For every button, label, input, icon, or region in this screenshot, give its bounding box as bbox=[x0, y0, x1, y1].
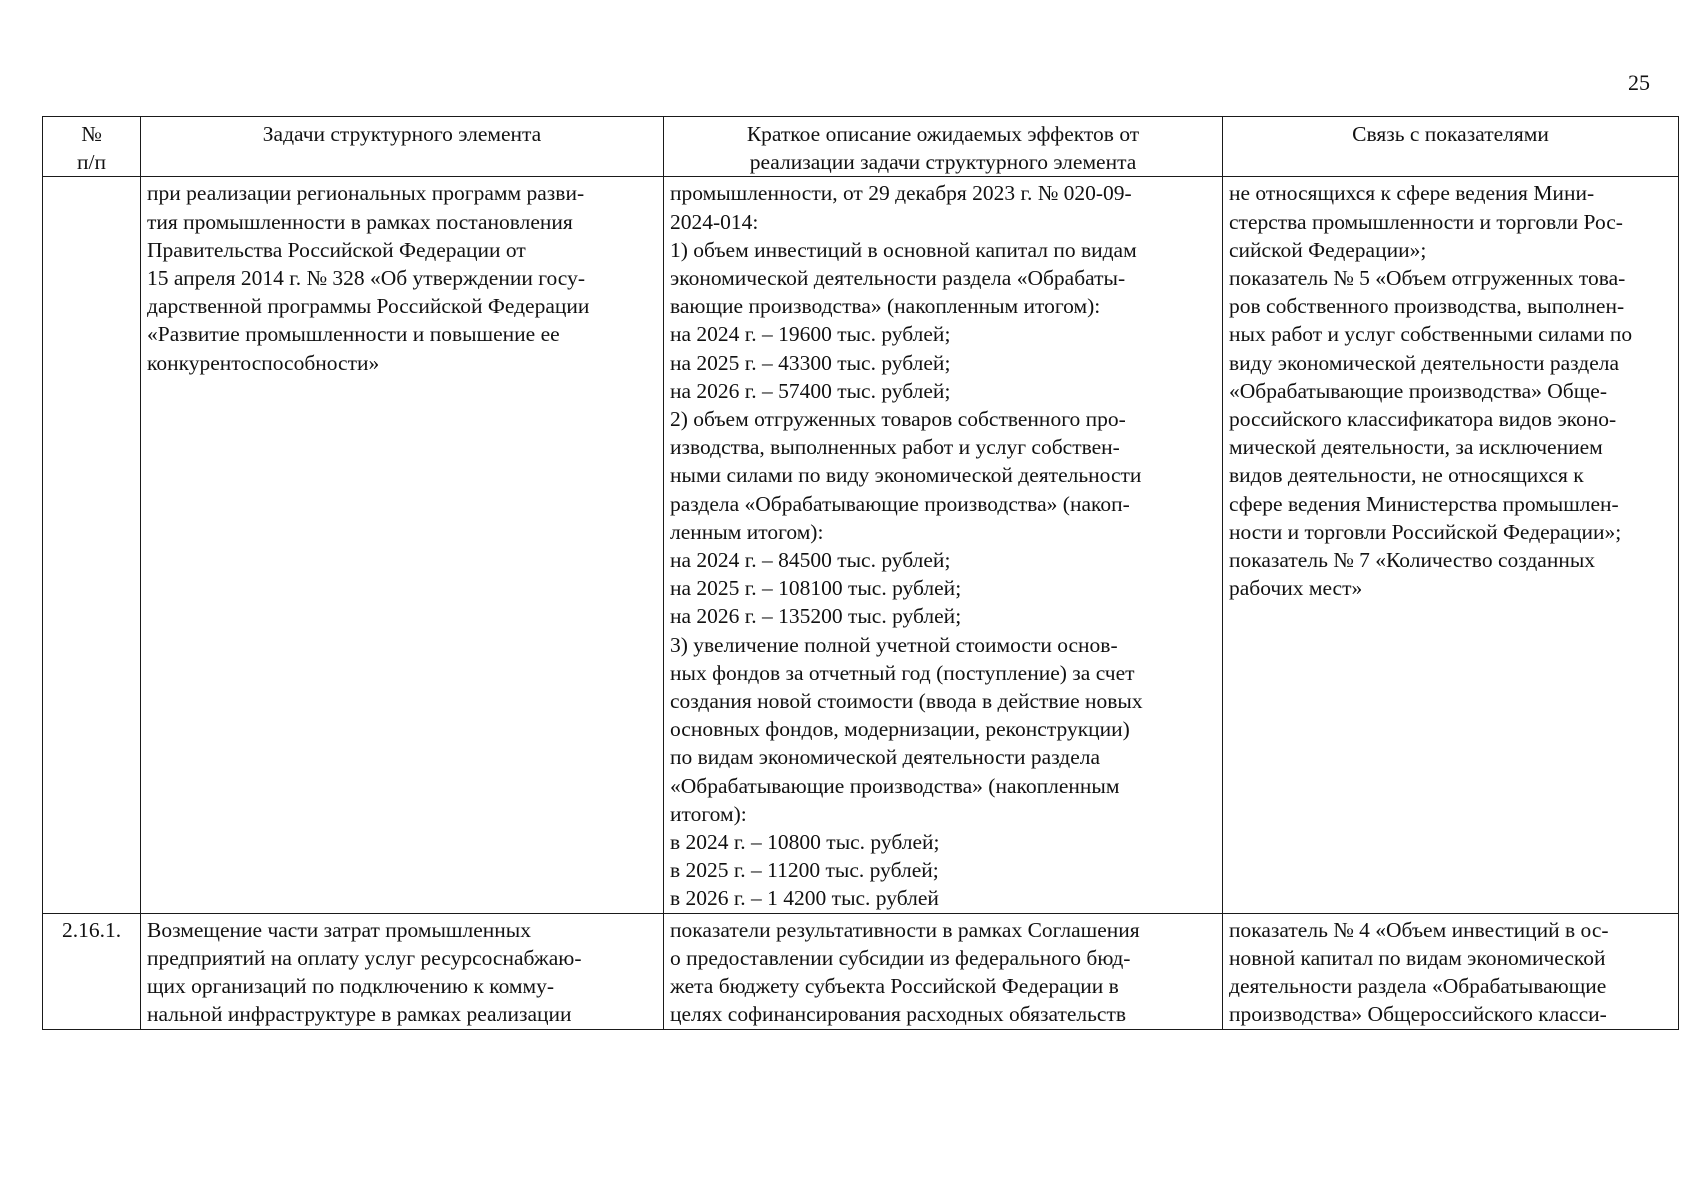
text-line: деятельности раздела «Обрабатывающие bbox=[1229, 974, 1607, 999]
text-line: показатель № 5 «Объем отгруженных това- bbox=[1229, 266, 1626, 291]
text-line: целях софинансирования расходных обязательств bbox=[670, 1002, 1127, 1027]
text-line: «Развитие промышленности и повышение ее bbox=[147, 322, 560, 347]
header-link bbox=[1223, 117, 1679, 177]
header-num bbox=[43, 117, 141, 177]
text-line: не относящихся к сфере ведения Мини- bbox=[1229, 181, 1595, 206]
task-cell bbox=[141, 177, 664, 913]
text-line: жета бюджету субъекта Российской Федерации в bbox=[670, 974, 1119, 999]
header-effect bbox=[664, 117, 1223, 177]
text-line: на 2024 г. – 84500 тыс. рублей; bbox=[670, 548, 951, 573]
text-line: сийской Федерации»; bbox=[1229, 237, 1427, 262]
text-line: нальной инфраструктуре в рамках реализации bbox=[147, 1002, 572, 1027]
text-line: видов деятельности, не относящихся к bbox=[1229, 463, 1584, 488]
text-line: ных фондов за отчетный год (поступление) за счет bbox=[670, 660, 1135, 685]
text-line: 2) объем отгруженных товаров собственного про- bbox=[670, 407, 1126, 432]
text-line: на 2026 г. – 57400 тыс. рублей; bbox=[670, 378, 951, 403]
text-line: российского классификатора видов эконо- bbox=[1229, 407, 1617, 432]
task-cell bbox=[141, 913, 664, 1029]
text-line: предприятий на оплату услуг ресурсоснабжаю- bbox=[147, 945, 582, 970]
text-line: 1) объем инвестиций в основной капитал по видам bbox=[670, 237, 1137, 262]
table-row bbox=[43, 177, 1679, 913]
text-line: мической деятельности, за исключением bbox=[1229, 435, 1603, 460]
text-line: Возмещение части затрат промышленных bbox=[147, 917, 531, 942]
tasks-table bbox=[42, 116, 1679, 1030]
page-number: 25 bbox=[1628, 70, 1650, 95]
text-line: экономической деятельности раздела «Обрабаты- bbox=[670, 266, 1126, 291]
text-line: вающие производства» (накопленным итогом): bbox=[670, 294, 1101, 319]
text-line: раздела «Обрабатывающие производства» (накоп- bbox=[670, 491, 1130, 516]
effect-cell bbox=[664, 913, 1223, 1029]
text-line: изводства, выполненных работ и услуг собствен- bbox=[670, 435, 1120, 460]
table-row bbox=[43, 913, 1679, 1029]
row-number: 2.16.1. bbox=[43, 913, 141, 1029]
text-line: рабочих мест» bbox=[1229, 576, 1363, 601]
text-line: дарственной программы Российской Федерации bbox=[147, 294, 590, 319]
text-line: реализации задачи структурного элемента bbox=[749, 150, 1137, 175]
text-line: ров собственного производства, выполнен- bbox=[1229, 294, 1625, 319]
text-line: при реализации региональных программ разви- bbox=[147, 181, 585, 206]
text-line: промышленности, от 29 декабря 2023 г. № 020-09- bbox=[670, 181, 1132, 206]
text-line: сфере ведения Министерства промышлен- bbox=[1229, 491, 1619, 516]
text-line: ных работ и услуг собственными силами по bbox=[1229, 322, 1633, 347]
indicator-link-cell bbox=[1223, 913, 1679, 1029]
text-line: по видам экономической деятельности раздела bbox=[670, 745, 1101, 770]
text-line: производства» Общероссийского класси- bbox=[1229, 1002, 1607, 1027]
indicator-link-cell bbox=[1223, 177, 1679, 913]
text-line: 15 апреля 2014 г. № 328 «Об утверждении госу- bbox=[147, 266, 585, 291]
text-line: в 2026 г. – 1 4200 тыс. рублей bbox=[670, 886, 939, 911]
text-line: новной капитал по видам экономической bbox=[1229, 945, 1606, 970]
text-line: № bbox=[81, 122, 102, 146]
table-header-row bbox=[43, 117, 1679, 177]
text-line: стерства промышленности и торговли Рос- bbox=[1229, 209, 1623, 234]
text-line: ленным итогом): bbox=[670, 519, 824, 544]
text-line: на 2025 г. – 43300 тыс. рублей; bbox=[670, 350, 951, 375]
text-line: показатели результативности в рамках Соглашения bbox=[670, 917, 1140, 942]
text-line: ными силами по виду экономической деятельности bbox=[670, 463, 1142, 488]
text-line: п/п bbox=[77, 150, 106, 175]
text-line: в 2025 г. – 11200 тыс. рублей; bbox=[670, 858, 939, 883]
text-line: итогом): bbox=[670, 801, 747, 826]
text-line: 3) увеличение полной учетной стоимости основ- bbox=[670, 632, 1118, 657]
text-line: ности и торговли Российской Федерации»; bbox=[1229, 519, 1622, 544]
text-line: на 2026 г. – 135200 тыс. рублей; bbox=[670, 604, 962, 629]
text-line: создания новой стоимости (ввода в действие новых bbox=[670, 689, 1143, 714]
text-line: щих организаций по подключению к комму- bbox=[147, 974, 555, 999]
text-line: о предоставлении субсидии из федерального бюд- bbox=[670, 945, 1131, 970]
text-line: Связь с показателями bbox=[1352, 122, 1549, 146]
text-line: тия промышленности в рамках постановления bbox=[147, 209, 573, 234]
text-line: «Обрабатывающие производства» (накопленным bbox=[670, 773, 1120, 798]
text-line: на 2024 г. – 19600 тыс. рублей; bbox=[670, 322, 951, 347]
header-task bbox=[141, 117, 664, 177]
text-line: показатель № 7 «Количество созданных bbox=[1229, 548, 1596, 573]
text-line: показатель № 4 «Объем инвестиций в ос- bbox=[1229, 917, 1609, 942]
row-number bbox=[43, 177, 141, 913]
text-line: Краткое описание ожидаемых эффектов от bbox=[746, 122, 1140, 146]
text-line: конкурентоспособности» bbox=[147, 350, 380, 375]
text-line: «Обрабатывающие производства» Обще- bbox=[1229, 378, 1608, 403]
text-line: Задачи структурного элемента bbox=[262, 122, 542, 146]
text-line: виду экономической деятельности раздела bbox=[1229, 350, 1620, 375]
text-line: в 2024 г. – 10800 тыс. рублей; bbox=[670, 830, 940, 855]
effect-cell bbox=[664, 177, 1223, 913]
text-line: Правительства Российской Федерации от bbox=[147, 237, 526, 262]
text-line: на 2025 г. – 108100 тыс. рублей; bbox=[670, 576, 962, 601]
text-line: основных фондов, модернизации, реконструкции) bbox=[670, 717, 1130, 742]
text-line: 2024-014: bbox=[670, 209, 759, 234]
